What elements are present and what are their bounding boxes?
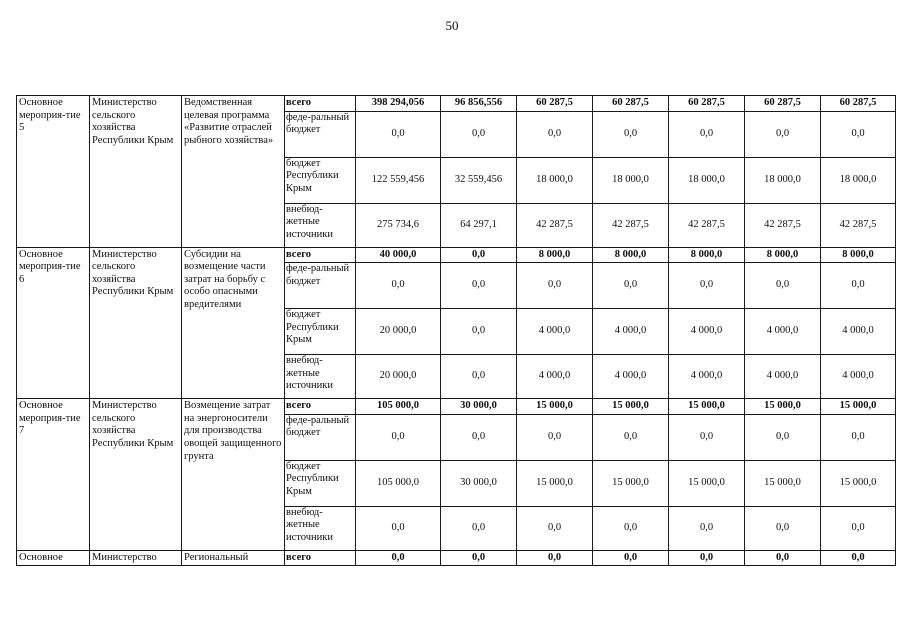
amount-cell: 0,0 [441, 309, 517, 355]
amount-cell: 0,0 [821, 414, 896, 460]
total-amount-cell: 122 559,456 [356, 157, 441, 203]
budget-table [16, 95, 896, 566]
activity-label: Основное мероприя-тие 6 [17, 247, 90, 399]
amount-cell: 18 000,0 [821, 157, 896, 203]
amount-cell: 0,0 [441, 414, 517, 460]
amount-cell: 18 000,0 [745, 157, 821, 203]
amount-cell: 0,0 [593, 263, 669, 309]
responsible-ministry: Министерство сельского хозяйства Республики Крым [90, 96, 182, 248]
activity-description: Возмещение затрат на энергоносители для производства овощей защищенного грунта [182, 399, 285, 551]
funding-source: бюджет Республики Крым [285, 309, 356, 355]
amount-cell: 4 000,0 [669, 309, 745, 355]
budget-table-body [17, 96, 896, 566]
amount-cell: 0,0 [593, 111, 669, 157]
amount-cell: 96 856,556 [441, 96, 517, 112]
activity-total-row [17, 247, 896, 263]
activity-label: Основное мероприя-тие 7 [17, 399, 90, 551]
amount-cell: 60 287,5 [669, 96, 745, 112]
activity-label: Основное [17, 550, 90, 566]
funding-source: феде-ральный бюджет [285, 111, 356, 157]
amount-cell: 0,0 [821, 111, 896, 157]
amount-cell: 0,0 [745, 414, 821, 460]
amount-cell: 0,0 [593, 506, 669, 550]
activity-total-row [17, 96, 896, 112]
amount-cell: 42 287,5 [669, 203, 745, 247]
activity-label: Основное мероприя-тие 5 [17, 96, 90, 248]
total-amount-cell: 105 000,0 [356, 460, 441, 506]
amount-cell: 0,0 [821, 506, 896, 550]
activity-description: Ведомственная целевая программа «Развитие отраслей рыбного хозяйства» [182, 96, 285, 248]
amount-cell: 8 000,0 [669, 247, 745, 263]
amount-cell: 0,0 [745, 111, 821, 157]
amount-cell: 0,0 [517, 506, 593, 550]
amount-cell: 0,0 [441, 355, 517, 399]
amount-cell: 8 000,0 [517, 247, 593, 263]
total-amount-cell: 0,0 [356, 263, 441, 309]
amount-cell: 4 000,0 [593, 309, 669, 355]
amount-cell: 30 000,0 [441, 399, 517, 415]
amount-cell: 15 000,0 [593, 399, 669, 415]
amount-cell: 18 000,0 [517, 157, 593, 203]
amount-cell: 0,0 [593, 550, 669, 566]
amount-cell: 4 000,0 [669, 355, 745, 399]
total-amount-cell: 0,0 [356, 111, 441, 157]
funding-source: всего [285, 550, 356, 566]
amount-cell: 60 287,5 [745, 96, 821, 112]
amount-cell: 32 559,456 [441, 157, 517, 203]
activity-description: Региональный [182, 550, 285, 566]
amount-cell: 4 000,0 [745, 355, 821, 399]
amount-cell: 8 000,0 [821, 247, 896, 263]
responsible-ministry: Министерство [90, 550, 182, 566]
amount-cell: 0,0 [441, 111, 517, 157]
amount-cell: 0,0 [441, 247, 517, 263]
funding-source: внебюд-жетные источники [285, 355, 356, 399]
amount-cell: 15 000,0 [745, 399, 821, 415]
amount-cell: 15 000,0 [669, 460, 745, 506]
amount-cell: 0,0 [441, 263, 517, 309]
amount-cell: 42 287,5 [821, 203, 896, 247]
amount-cell: 15 000,0 [821, 399, 896, 415]
amount-cell: 4 000,0 [821, 355, 896, 399]
amount-cell: 42 287,5 [593, 203, 669, 247]
funding-source: бюджет Республики Крым [285, 460, 356, 506]
amount-cell: 0,0 [745, 506, 821, 550]
total-amount-cell: 0,0 [356, 506, 441, 550]
funding-source: всего [285, 399, 356, 415]
total-amount-cell: 0,0 [356, 414, 441, 460]
total-amount-cell: 40 000,0 [356, 247, 441, 263]
total-amount-cell: 398 294,056 [356, 96, 441, 112]
activity-total-row [17, 550, 896, 566]
amount-cell: 18 000,0 [593, 157, 669, 203]
amount-cell: 42 287,5 [745, 203, 821, 247]
amount-cell: 0,0 [669, 550, 745, 566]
amount-cell: 0,0 [441, 550, 517, 566]
funding-source: внебюд-жетные источники [285, 203, 356, 247]
activity-description: Субсидии на возмещение части затрат на борьбу с особо опасными вредителями [182, 247, 285, 399]
amount-cell: 0,0 [517, 111, 593, 157]
amount-cell: 15 000,0 [821, 460, 896, 506]
amount-cell: 60 287,5 [593, 96, 669, 112]
amount-cell: 4 000,0 [745, 309, 821, 355]
total-amount-cell: 0,0 [356, 550, 441, 566]
responsible-ministry: Министерство сельского хозяйства Республики Крым [90, 247, 182, 399]
amount-cell: 0,0 [517, 550, 593, 566]
responsible-ministry: Министерство сельского хозяйства Республики Крым [90, 399, 182, 551]
amount-cell: 0,0 [669, 111, 745, 157]
amount-cell: 60 287,5 [517, 96, 593, 112]
funding-source: феде-ральный бюджет [285, 414, 356, 460]
amount-cell: 64 297,1 [441, 203, 517, 247]
amount-cell: 4 000,0 [593, 355, 669, 399]
amount-cell: 0,0 [441, 506, 517, 550]
total-amount-cell: 20 000,0 [356, 355, 441, 399]
amount-cell: 4 000,0 [517, 355, 593, 399]
amount-cell: 30 000,0 [441, 460, 517, 506]
amount-cell: 4 000,0 [821, 309, 896, 355]
page-number: 50 [445, 18, 459, 33]
amount-cell: 0,0 [669, 506, 745, 550]
amount-cell: 0,0 [821, 550, 896, 566]
amount-cell: 15 000,0 [593, 460, 669, 506]
amount-cell: 0,0 [669, 263, 745, 309]
amount-cell: 4 000,0 [517, 309, 593, 355]
amount-cell: 0,0 [517, 414, 593, 460]
funding-source: бюджет Республики Крым [285, 157, 356, 203]
amount-cell: 60 287,5 [821, 96, 896, 112]
total-amount-cell: 275 734,6 [356, 203, 441, 247]
amount-cell: 8 000,0 [745, 247, 821, 263]
activity-total-row [17, 399, 896, 415]
amount-cell: 0,0 [745, 263, 821, 309]
amount-cell: 15 000,0 [517, 460, 593, 506]
amount-cell: 15 000,0 [517, 399, 593, 415]
amount-cell: 8 000,0 [593, 247, 669, 263]
amount-cell: 0,0 [745, 550, 821, 566]
amount-cell: 0,0 [821, 263, 896, 309]
amount-cell: 18 000,0 [669, 157, 745, 203]
funding-source: всего [285, 96, 356, 112]
amount-cell: 0,0 [517, 263, 593, 309]
amount-cell: 15 000,0 [745, 460, 821, 506]
total-amount-cell: 20 000,0 [356, 309, 441, 355]
funding-source: внебюд-жетные источники [285, 506, 356, 550]
funding-source: всего [285, 247, 356, 263]
total-amount-cell: 105 000,0 [356, 399, 441, 415]
amount-cell: 0,0 [593, 414, 669, 460]
amount-cell: 0,0 [669, 414, 745, 460]
funding-source: феде-ральный бюджет [285, 263, 356, 309]
amount-cell: 15 000,0 [669, 399, 745, 415]
amount-cell: 42 287,5 [517, 203, 593, 247]
